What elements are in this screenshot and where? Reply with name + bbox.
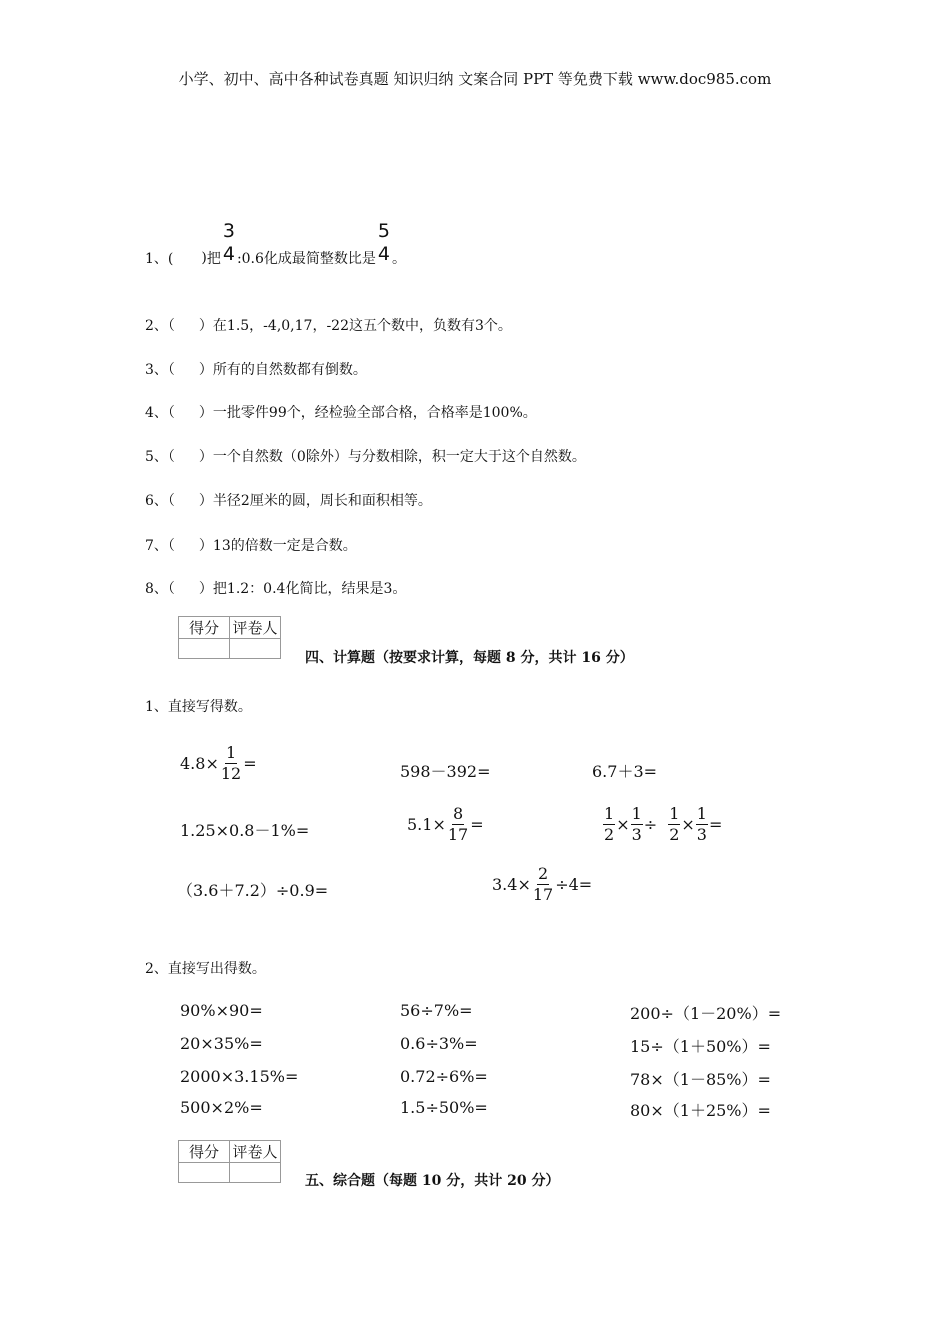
item-number: 8、（ bbox=[145, 581, 175, 597]
item-close-paren: ） bbox=[198, 318, 213, 334]
grid-cell: 0.6÷3%= bbox=[400, 1034, 478, 1053]
expr-1: 4.8× $\frac{1}{12}$ = bbox=[180, 743, 257, 783]
section-4-title: 四、计算题（按要求计算，每题 8 分，共计 16 分） bbox=[305, 650, 634, 666]
score-cell bbox=[179, 1163, 230, 1183]
grid-cell: 90%×90= bbox=[180, 1001, 263, 1020]
fraction: $\frac{1}{3}$ bbox=[631, 804, 642, 844]
item-number: 6、（ bbox=[145, 493, 175, 509]
item-close-paren: ） bbox=[198, 405, 213, 421]
item-number: 1、( bbox=[145, 251, 174, 267]
judge-item-2 bbox=[145, 315, 512, 335]
score-label: 得分 bbox=[179, 617, 230, 639]
grid-cell: 78×（1－85%）= bbox=[630, 1070, 771, 1089]
fraction: 5 4 bbox=[377, 220, 391, 265]
item-text: 在1.5，-4,0,17，-22这五个数中，负数有3个。 bbox=[212, 318, 512, 334]
calc-2-title: 2、直接写出得数。 bbox=[145, 961, 266, 977]
score-box bbox=[178, 1140, 281, 1183]
item-close-paren: ） bbox=[198, 538, 213, 554]
judge-item-4 bbox=[145, 402, 537, 422]
judge-item-7 bbox=[145, 535, 357, 555]
page-header: 小学、初中、高中各种试卷真题 知识归纳 文案合同 PPT 等免费下载 www.doc985.com bbox=[178, 70, 772, 88]
grid-cell: 80×（1＋25%）= bbox=[630, 1101, 771, 1120]
judge-item-3 bbox=[145, 359, 367, 379]
expr-6: $\frac{1}{2}$ × $\frac{1}{3}$ ÷ $\frac{1}{2}$ × $\frac{1}{3}$ = bbox=[604, 804, 723, 844]
grid-cell: 1.5÷50%= bbox=[400, 1098, 488, 1117]
grid-cell: 2000×3.15%= bbox=[180, 1067, 299, 1086]
score-box bbox=[178, 616, 281, 659]
item-close-paren: ） bbox=[198, 362, 213, 378]
item-close-paren: ） bbox=[198, 493, 213, 509]
section-5-title: 五、综合题（每题 10 分，共计 20 分） bbox=[305, 1173, 560, 1189]
grid-cell: 0.72÷6%= bbox=[400, 1067, 488, 1086]
fraction: $\frac{2}{17}$ bbox=[532, 864, 554, 904]
expr-4: 1.25×0.8－1%= bbox=[180, 821, 310, 840]
expr-3: 6.7＋3= bbox=[592, 762, 658, 781]
fraction: $\frac{8}{17}$ bbox=[447, 804, 469, 844]
judge-item-6 bbox=[145, 490, 432, 510]
grid-cell: 15÷（1＋50%）= bbox=[630, 1037, 771, 1056]
grid-cell: 56÷7%= bbox=[400, 1001, 473, 1020]
judge-item-5 bbox=[145, 446, 586, 466]
item-close-paren: ） bbox=[198, 449, 213, 465]
item-text: 13的倍数一定是合数。 bbox=[212, 538, 357, 554]
grader-label: 评卷人 bbox=[230, 617, 281, 639]
item-close-paren: ) bbox=[201, 250, 207, 266]
fraction: $\frac{1}{2}$ bbox=[604, 804, 615, 844]
item-text: :0.6化成最简整数比是 bbox=[236, 251, 376, 267]
grid-cell: 20×35%= bbox=[180, 1034, 263, 1053]
grader-cell bbox=[230, 1163, 281, 1183]
score-label: 得分 bbox=[179, 1141, 230, 1163]
item-close-paren: ） bbox=[198, 581, 213, 597]
score-cell bbox=[179, 639, 230, 659]
fraction: $\frac{1}{12}$ bbox=[220, 743, 242, 783]
item-text: 一个自然数（0除外）与分数相除，积一定大于这个自然数。 bbox=[212, 449, 586, 465]
fraction: $\frac{1}{2}$ bbox=[669, 804, 680, 844]
item-number: 5、（ bbox=[145, 449, 175, 465]
item-text: 所有的自然数都有倒数。 bbox=[212, 362, 367, 378]
grader-cell bbox=[230, 639, 281, 659]
expr-8: 3.4× $\frac{2}{17}$ ÷4= bbox=[492, 864, 593, 904]
item-text: 把1.2：0.4化简比，结果是3。 bbox=[212, 581, 407, 597]
judge-item-8 bbox=[145, 578, 406, 598]
grid-cell: 500×2%= bbox=[180, 1098, 263, 1117]
item-number: 3、（ bbox=[145, 362, 175, 378]
item-number: 7、（ bbox=[145, 538, 175, 554]
grader-label: 评卷人 bbox=[230, 1141, 281, 1163]
fraction: 3 4 bbox=[222, 220, 235, 265]
item-number: 4、（ bbox=[145, 405, 175, 421]
item-text: 。 bbox=[392, 251, 407, 267]
expr-7: （3.6＋7.2）÷0.9= bbox=[177, 881, 329, 900]
item-number: 2、（ bbox=[145, 318, 175, 334]
expr-5: 5.1× $\frac{8}{17}$ = bbox=[407, 804, 484, 844]
item-text: 半径2厘米的圆，周长和面积相等。 bbox=[212, 493, 432, 509]
grid-cell: 200÷（1－20%）= bbox=[630, 1004, 782, 1023]
calc-1-title: 1、直接写得数。 bbox=[145, 699, 252, 715]
fraction: $\frac{1}{3}$ bbox=[696, 804, 707, 844]
judge-item-1 bbox=[145, 218, 406, 298]
item-text: 把 bbox=[206, 251, 221, 267]
item-text: 一批零件99个，经检验全部合格，合格率是100%。 bbox=[212, 405, 537, 421]
expr-2: 598－392= bbox=[400, 762, 491, 781]
